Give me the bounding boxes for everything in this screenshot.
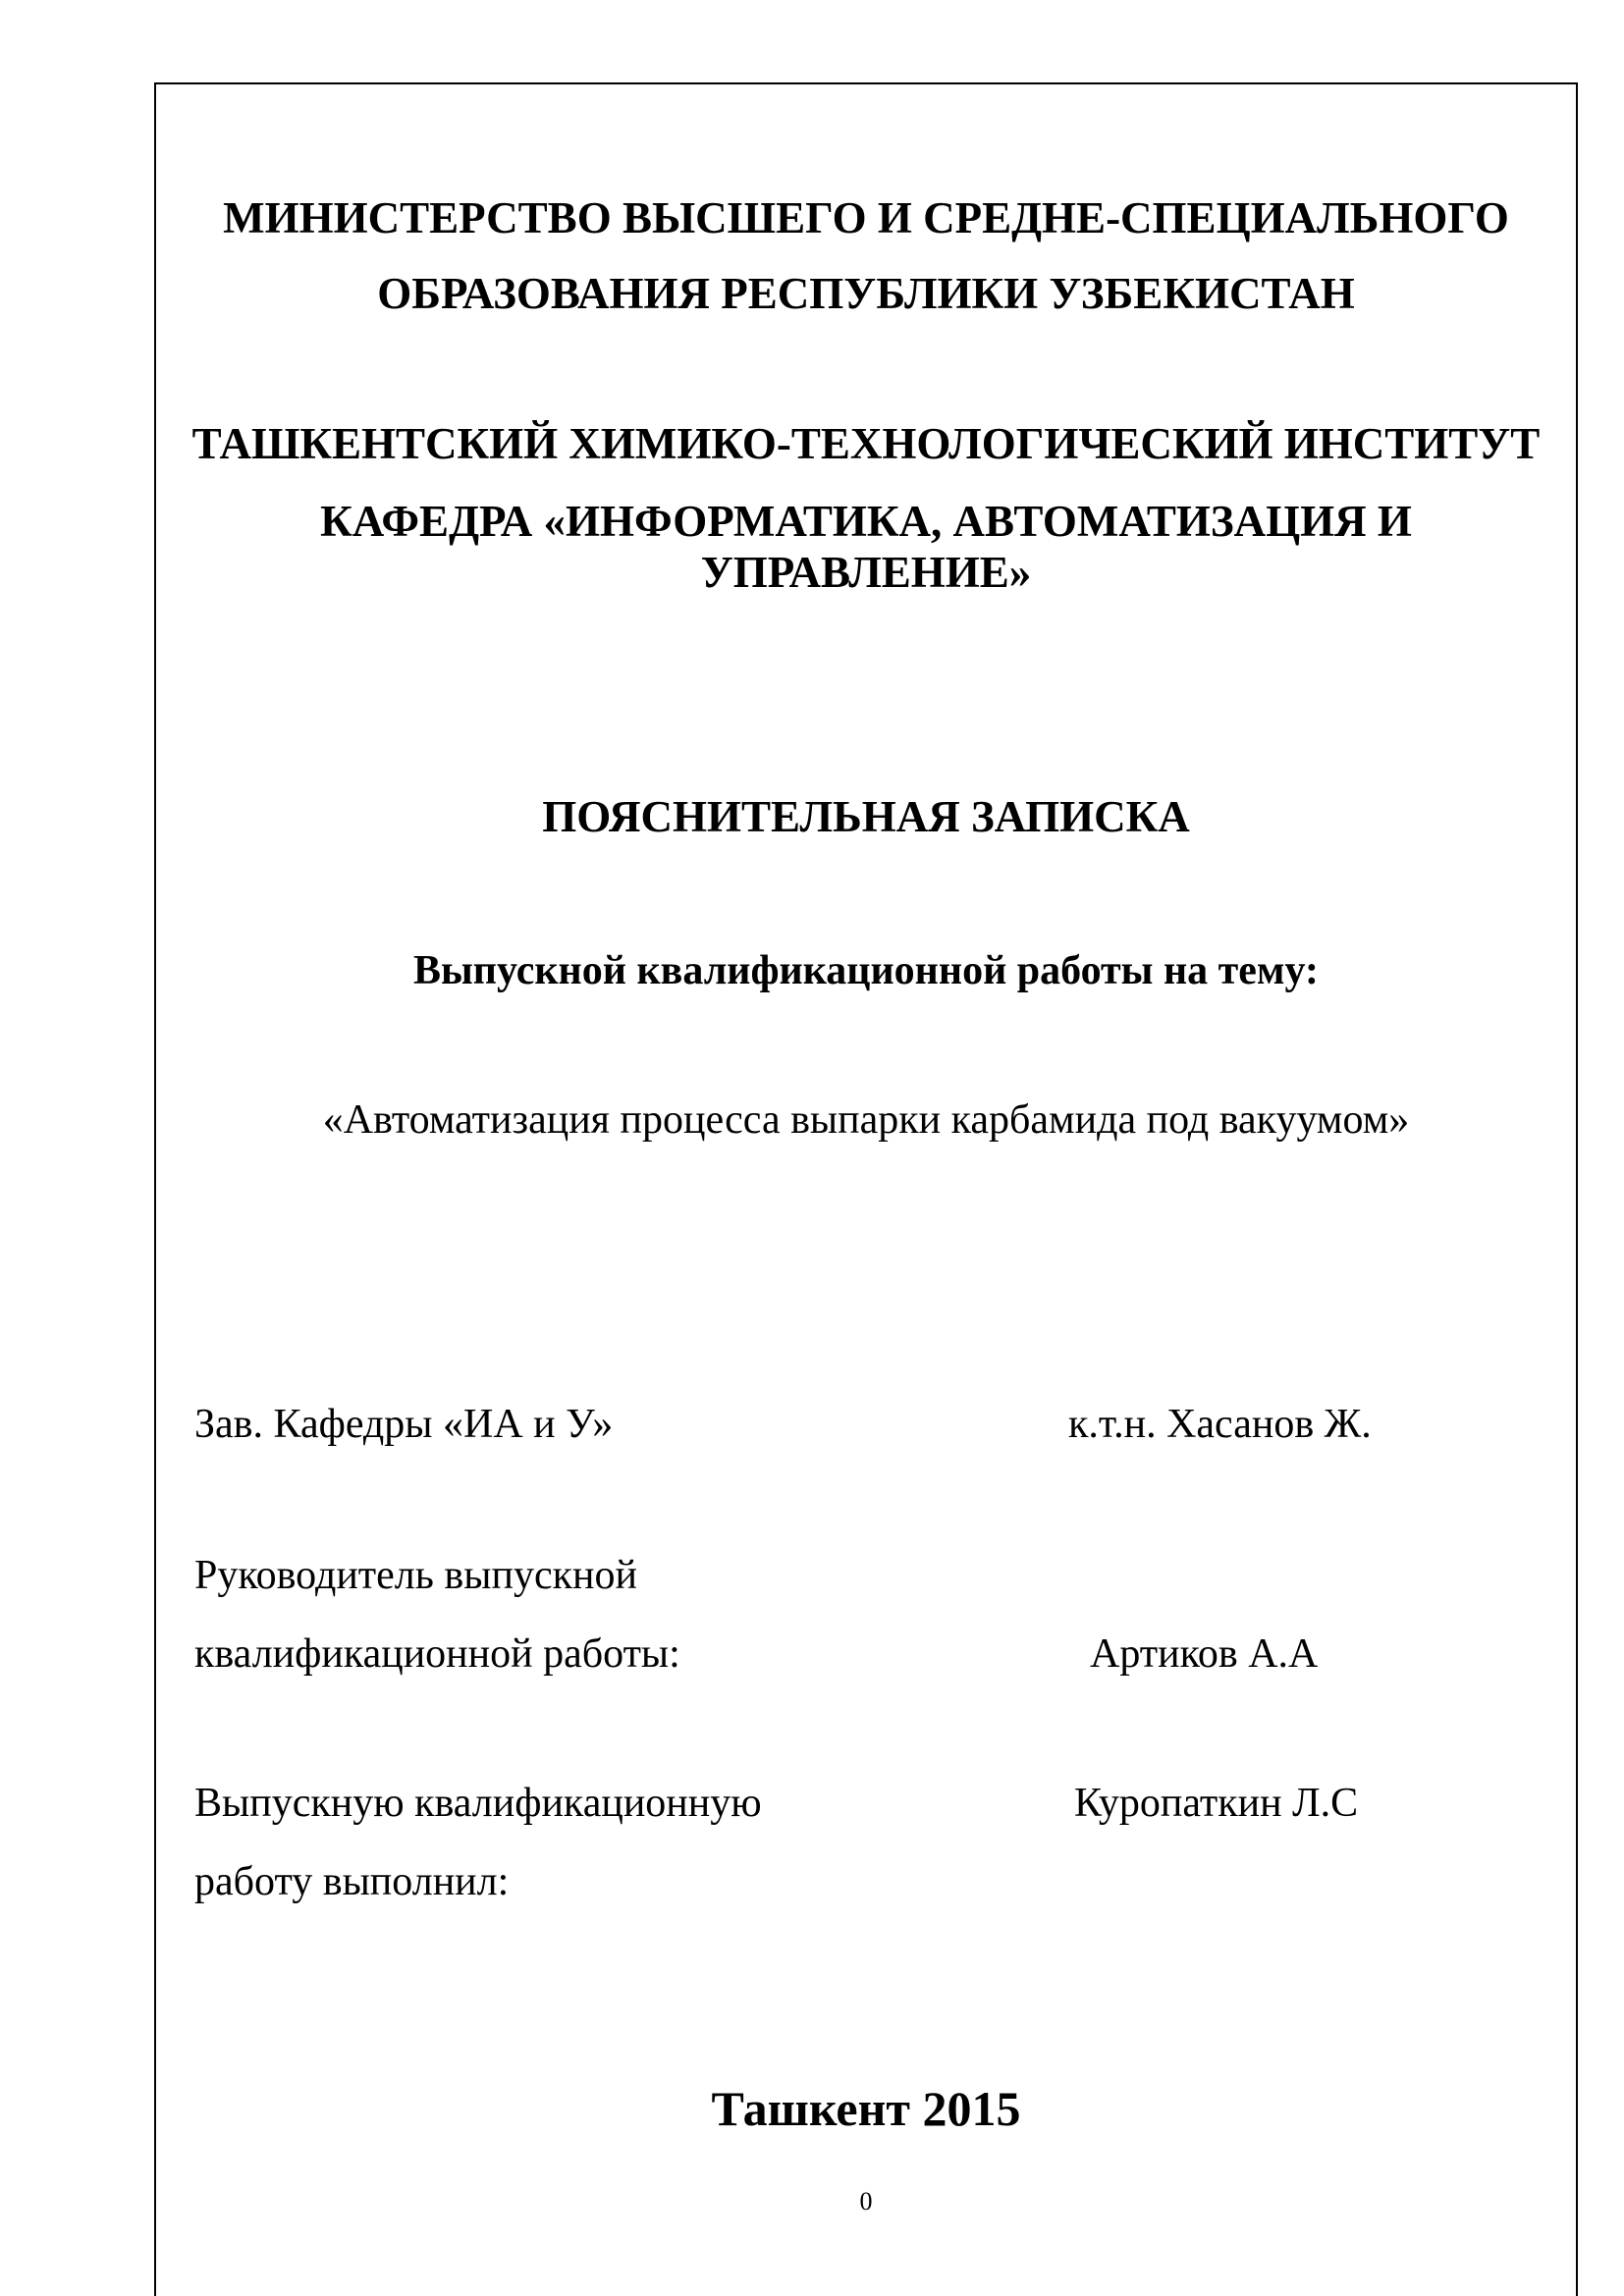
page-border [154, 82, 1578, 2296]
ministry-line-2: ОБРАЗОВАНИЯ РЕСПУБЛИКИ УЗБЕКИСТАН [377, 269, 1355, 318]
author-label-line-1: Выпускную квалификационную [194, 1781, 762, 1826]
thesis-topic: «Автоматизация процесса выпарки карбамида под вакуумом» [322, 1097, 1410, 1143]
head-of-department-name: к.т.н. Хасанов Ж. [1068, 1402, 1372, 1447]
supervisor-label-line-1: Руководитель выпускной [194, 1553, 637, 1598]
department-line-1: КАФЕДРА «ИНФОРМАТИКА, АВТОМАТИЗАЦИЯ И [320, 497, 1412, 546]
document-subtitle: Выпускной квалификационной работы на тему: [413, 948, 1319, 993]
department-line-2: УПРАВЛЕНИЕ» [700, 548, 1032, 597]
supervisor-name: Артиков А.А [1090, 1631, 1319, 1677]
page-number: 0 [859, 2187, 873, 2216]
head-of-department-label: Зав. Кафедры «ИА и У» [194, 1402, 614, 1447]
supervisor-label-line-2: квалификационной работы: [194, 1631, 680, 1677]
author-name: Куропаткин Л.С [1074, 1781, 1359, 1826]
author-label-line-2: работу выполнил: [194, 1859, 510, 1904]
city-year: Ташкент 2015 [711, 2081, 1021, 2136]
institute-name: ТАШКЕНТСКИЙ ХИМИКО-ТЕХНОЛОГИЧЕСКИЙ ИНСТИТУТ [191, 419, 1541, 468]
document-type-title: ПОЯСНИТЕЛЬНАЯ ЗАПИСКА [542, 792, 1190, 841]
ministry-line-1: МИНИСТЕРСТВО ВЫСШЕГО И СРЕДНЕ-СПЕЦИАЛЬНОГО [223, 193, 1509, 242]
